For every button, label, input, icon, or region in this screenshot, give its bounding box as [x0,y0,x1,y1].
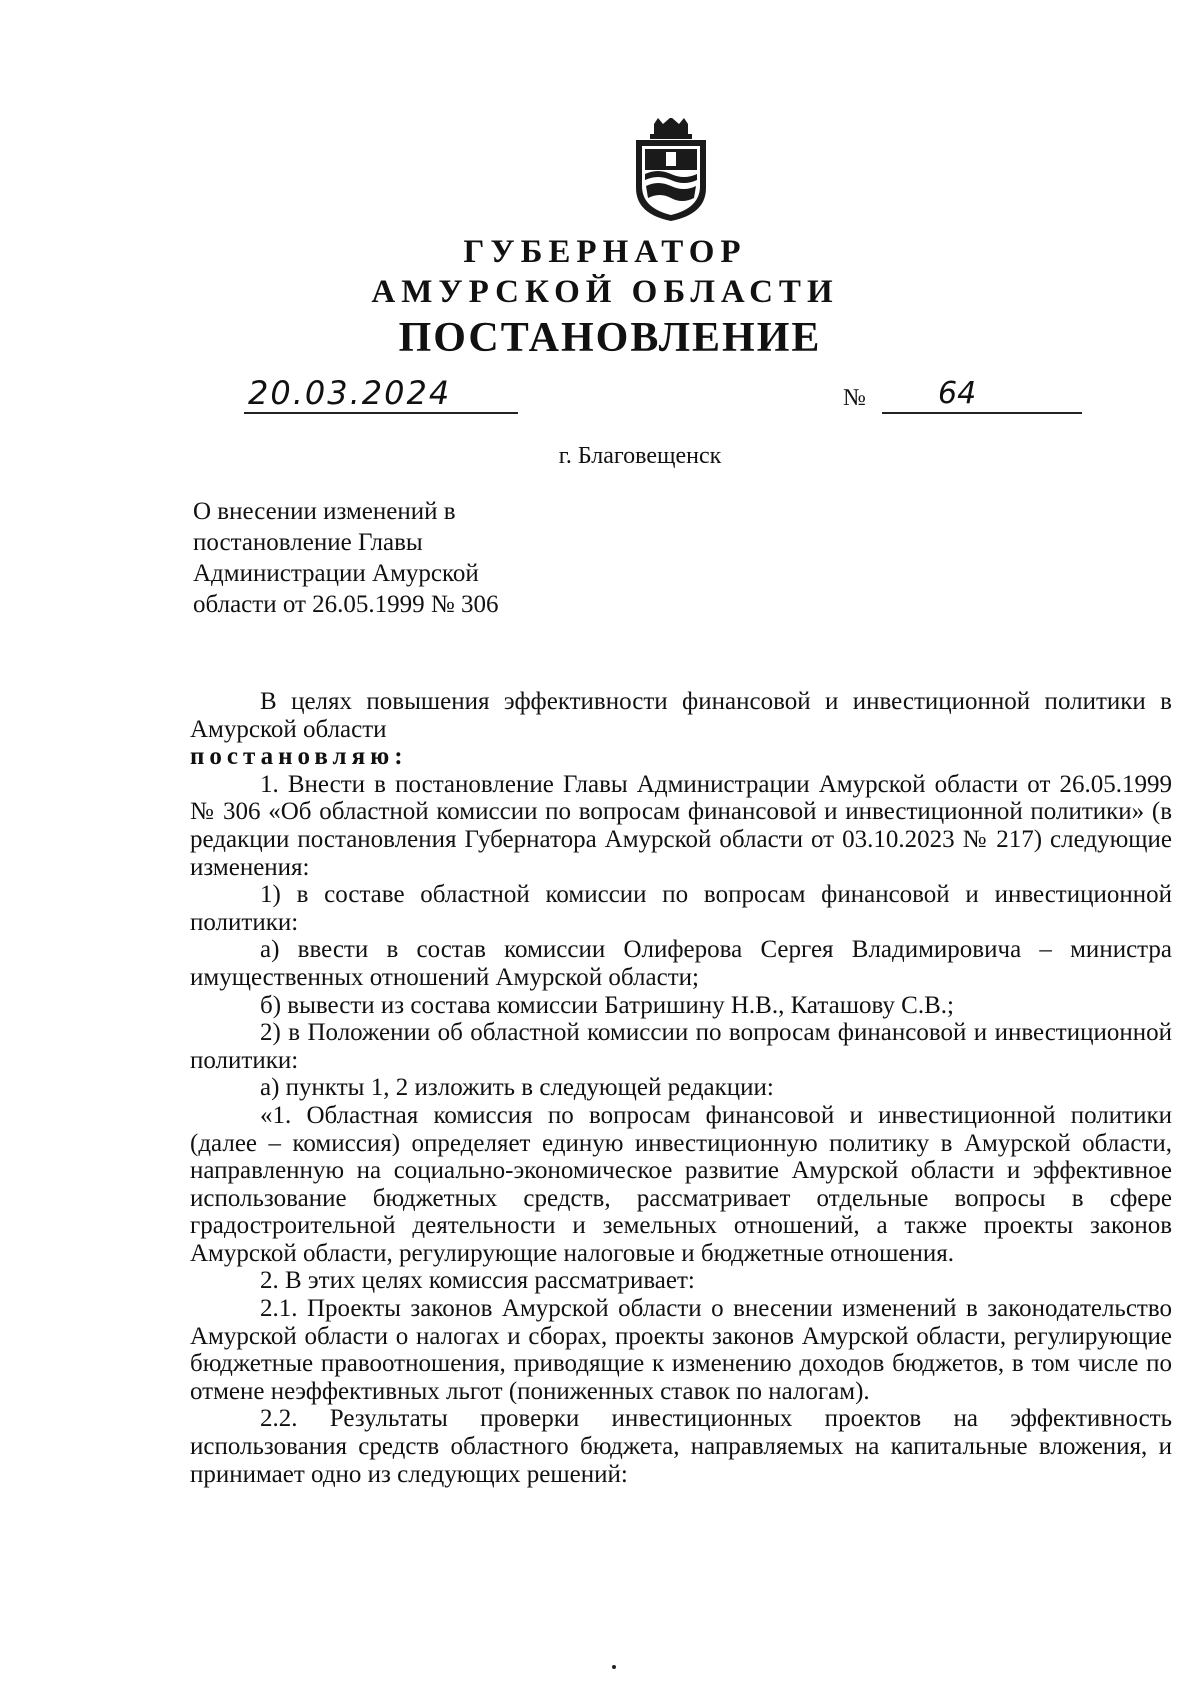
body-paragraph: 2.1. Проекты законов Амурской области о внесении изменений в законодательство Амурской области о налогах и сборах, проекты законов Амурской области, регулирующие бюджетные правоотношения, приводящие к изменению доходов бюджетов, в том числе по отмене неэффективных льгот (пониженных ставок по налогам). [190,1295,1172,1405]
body-paragraph: 1. Внести в постановление Главы Администрации Амурской области от 26.05.1999 № 306 «Об областной комиссии по вопросам финансовой и инвестиционной политики» (в редакции постановления Губернатора Амурской области от 03.10.2023 № 217) следующие изменения: [190,770,1172,881]
coat-of-arms-icon [630,118,712,222]
body-paragraph: 2) в Положении об областной комиссии по вопросам финансовой и инвестиционной политики: [190,1019,1172,1074]
subject-line: О внесении изменений в [193,498,456,525]
decree-word: постановляю: [190,743,408,771]
document-date: 20.03.2024 [244,376,518,414]
city-name: г. Благовещенск [558,443,722,469]
page-mark [612,1665,616,1669]
body-paragraph: 1) в составе областной комиссии по вопросам финансовой и инвестиционной политики: [190,881,1172,936]
subject-line: постановление Главы [193,529,423,556]
body-paragraph: «1. Областная комиссия по вопросам финансовой и инвестиционной политики (далее – комиссия) определяет единую инвестиционную политику в Амурской области, направленную на социально-экономическое развитие Амурской области и эффективное использование бюджетных средств, рассматривает отдельные вопросы в сфере градостроительной деятельности и земельных отношений, а также проекты законов Амурской области, регулирующие налоговые и бюджетные отношения. [190,1101,1172,1267]
authority-line-1: ГУБЕРНАТОР [463,234,747,270]
subject-line: области от 26.05.1999 № 306 [193,591,499,618]
body-paragraph: а) пункты 1, 2 изложить в следующей редакции: [260,1074,774,1102]
document-body [190,688,1172,1488]
number-label: № [843,385,866,411]
body-paragraph: 2. В этих целях комиссия рассматривает: [260,1267,695,1295]
authority-title [0,232,1200,312]
body-paragraph: 2.2. Результаты проверки инвестиционных проектов на эффективность использования средств областного бюджета, направляемых на капитальные вложения, и принимает одно из следующих решений: [190,1405,1172,1488]
document-subject [193,496,533,620]
document-type-title: ПОСТАНОВЛЕНИЕ [398,315,822,361]
preamble-paragraph: В целях повышения эффективности финансовой и инвестиционной политики в Амурской области [190,688,1172,743]
subject-line: Администрации Амурской [193,560,479,587]
authority-line-2: АМУРСКОЙ ОБЛАСТИ [371,274,839,310]
body-paragraph: б) вывести из состава комиссии Батришину Н.В., Каташову С.В.; [260,991,954,1019]
document-number: 64 [882,376,1082,414]
body-paragraph: а) ввести в состав комиссии Олиферова Сергея Владимировича – министра имущественных отношений Амурской области; [190,936,1172,991]
